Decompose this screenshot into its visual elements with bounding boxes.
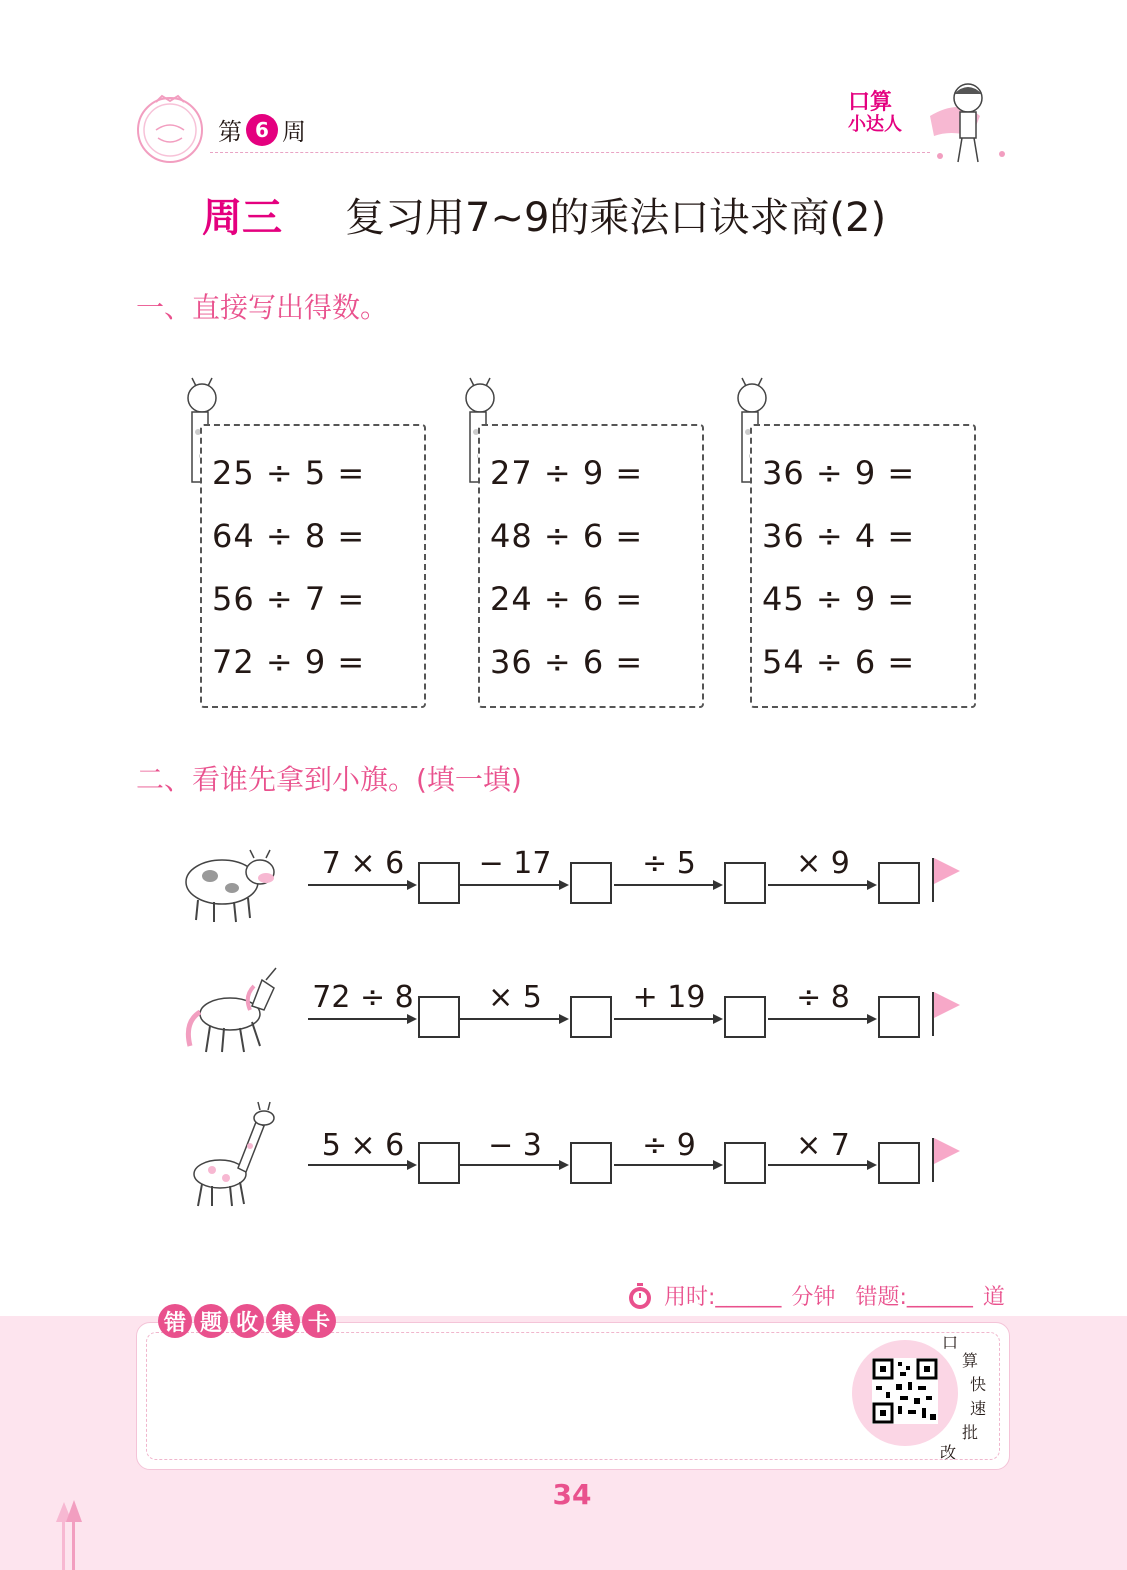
problem-box-2 [478, 424, 704, 708]
week-number-badge: 6 [246, 114, 278, 146]
answer-box[interactable] [878, 1142, 920, 1184]
operation-label: 72 ÷ 8 [312, 980, 414, 1015]
operation-label: − 17 [478, 846, 552, 881]
problem: 36 ÷ 9 = [762, 454, 916, 492]
problem: 72 ÷ 9 = [212, 643, 366, 681]
giraffe-icon [180, 1098, 280, 1210]
arrow-head-icon [559, 880, 569, 890]
answer-box[interactable] [570, 996, 612, 1038]
arrow-line [768, 884, 868, 886]
arrow-head-icon [407, 880, 417, 890]
operation-label: 7 × 6 [321, 846, 405, 881]
flag-icon [934, 992, 960, 1018]
answer-box[interactable] [570, 1142, 612, 1184]
answer-box[interactable] [724, 996, 766, 1038]
card-title-char: 卡 [302, 1304, 336, 1338]
arrow-head-icon [407, 1160, 417, 1170]
problem: 45 ÷ 9 = [762, 580, 916, 618]
problem: 25 ÷ 5 = [212, 454, 366, 492]
timer-row [626, 1280, 1005, 1311]
answer-box[interactable] [418, 1142, 460, 1184]
brand-logo [848, 92, 908, 136]
logo-seal-icon [134, 92, 206, 164]
card-title-char: 集 [266, 1304, 300, 1338]
qr-caption-char: 速 [970, 1399, 987, 1418]
operation-label: ÷ 5 [642, 846, 696, 881]
unicorn-icon [180, 966, 280, 1058]
error-card-title [158, 1304, 336, 1338]
problem: 64 ÷ 8 = [212, 517, 366, 555]
problem: 36 ÷ 6 = [490, 643, 644, 681]
arrow-line [614, 884, 714, 886]
answer-box[interactable] [724, 1142, 766, 1184]
operation-label: × 5 [488, 980, 542, 1015]
error-count-label: 错题: [855, 1285, 907, 1310]
mascot-girl-icon [920, 76, 1016, 168]
answer-box[interactable] [724, 862, 766, 904]
card-title-char: 错 [158, 1304, 192, 1338]
arrow-head-icon [713, 1160, 723, 1170]
answer-box[interactable] [878, 996, 920, 1038]
week-prefix: 第 [218, 118, 242, 146]
arrow-line [308, 1018, 408, 1020]
arrow-line [460, 1018, 560, 1020]
time-unit: 分钟 [791, 1285, 836, 1310]
error-count-input-blank[interactable]: ______ [906, 1283, 973, 1308]
arrow-head-icon [559, 1160, 569, 1170]
problem: 27 ÷ 9 = [490, 454, 644, 492]
corner-arrows-icon [52, 1498, 92, 1570]
operation-label: × 7 [796, 1128, 850, 1163]
problem-box-1 [200, 424, 426, 708]
operation-label: − 3 [488, 1128, 542, 1163]
answer-box[interactable] [418, 862, 460, 904]
arrow-line [768, 1018, 868, 1020]
arrow-line [308, 1164, 408, 1166]
operation-label: ÷ 8 [796, 980, 850, 1015]
time-input-blank[interactable]: ______ [715, 1283, 782, 1308]
arrow-line [768, 1164, 868, 1166]
qr-caption-char: 算 [962, 1351, 979, 1370]
arrow-head-icon [407, 1014, 417, 1024]
flag-icon [934, 1138, 960, 1164]
answer-box[interactable] [570, 862, 612, 904]
brand-line-1: 口算 [848, 90, 893, 115]
problem: 54 ÷ 6 = [762, 643, 916, 681]
arrow-line [614, 1018, 714, 1020]
qr-caption-char: 批 [962, 1423, 979, 1442]
arrow-line [308, 884, 408, 886]
cow-icon [180, 836, 280, 928]
brand-line-2: 小达人 [848, 114, 902, 135]
arrow-line [614, 1164, 714, 1166]
problem-box-3 [750, 424, 976, 708]
section-2-heading: 二、看谁先拿到小旗。(填一填) [136, 763, 522, 796]
page-title: 复习用7~9的乘法口诀求商(2) [345, 195, 887, 241]
qr-code-icon[interactable] [872, 1358, 938, 1424]
problem: 48 ÷ 6 = [490, 517, 644, 555]
arrow-head-icon [867, 1160, 877, 1170]
header-divider [210, 152, 930, 153]
qr-caption-char: 改 [940, 1443, 957, 1462]
arrow-head-icon [713, 880, 723, 890]
week-label [218, 112, 306, 147]
arrow-head-icon [559, 1014, 569, 1024]
problem: 56 ÷ 7 = [212, 580, 366, 618]
answer-box[interactable] [878, 862, 920, 904]
time-label: 用时: [664, 1285, 716, 1310]
qr-caption-char: 快 [970, 1375, 987, 1394]
arrow-head-icon [867, 880, 877, 890]
operation-label: + 19 [632, 980, 706, 1015]
problem: 24 ÷ 6 = [490, 580, 644, 618]
flag-icon [934, 858, 960, 884]
error-count-unit: 道 [982, 1285, 1005, 1310]
operation-label: × 9 [796, 846, 850, 881]
problem: 36 ÷ 4 = [762, 517, 916, 555]
arrow-head-icon [867, 1014, 877, 1024]
page-number: 34 [552, 1478, 592, 1511]
arrow-line [460, 884, 560, 886]
qr-caption-char: 口 [942, 1333, 959, 1352]
operation-label: 5 × 6 [321, 1128, 405, 1163]
section-1-heading: 一、直接写出得数。 [136, 291, 389, 324]
week-suffix: 周 [282, 118, 306, 146]
answer-box[interactable] [418, 996, 460, 1038]
arrow-head-icon [713, 1014, 723, 1024]
card-title-char: 题 [194, 1304, 228, 1338]
stopwatch-icon [626, 1282, 654, 1310]
title-day: 周三 [202, 195, 282, 241]
arrow-line [460, 1164, 560, 1166]
operation-label: ÷ 9 [642, 1128, 696, 1163]
card-title-char: 收 [230, 1304, 264, 1338]
